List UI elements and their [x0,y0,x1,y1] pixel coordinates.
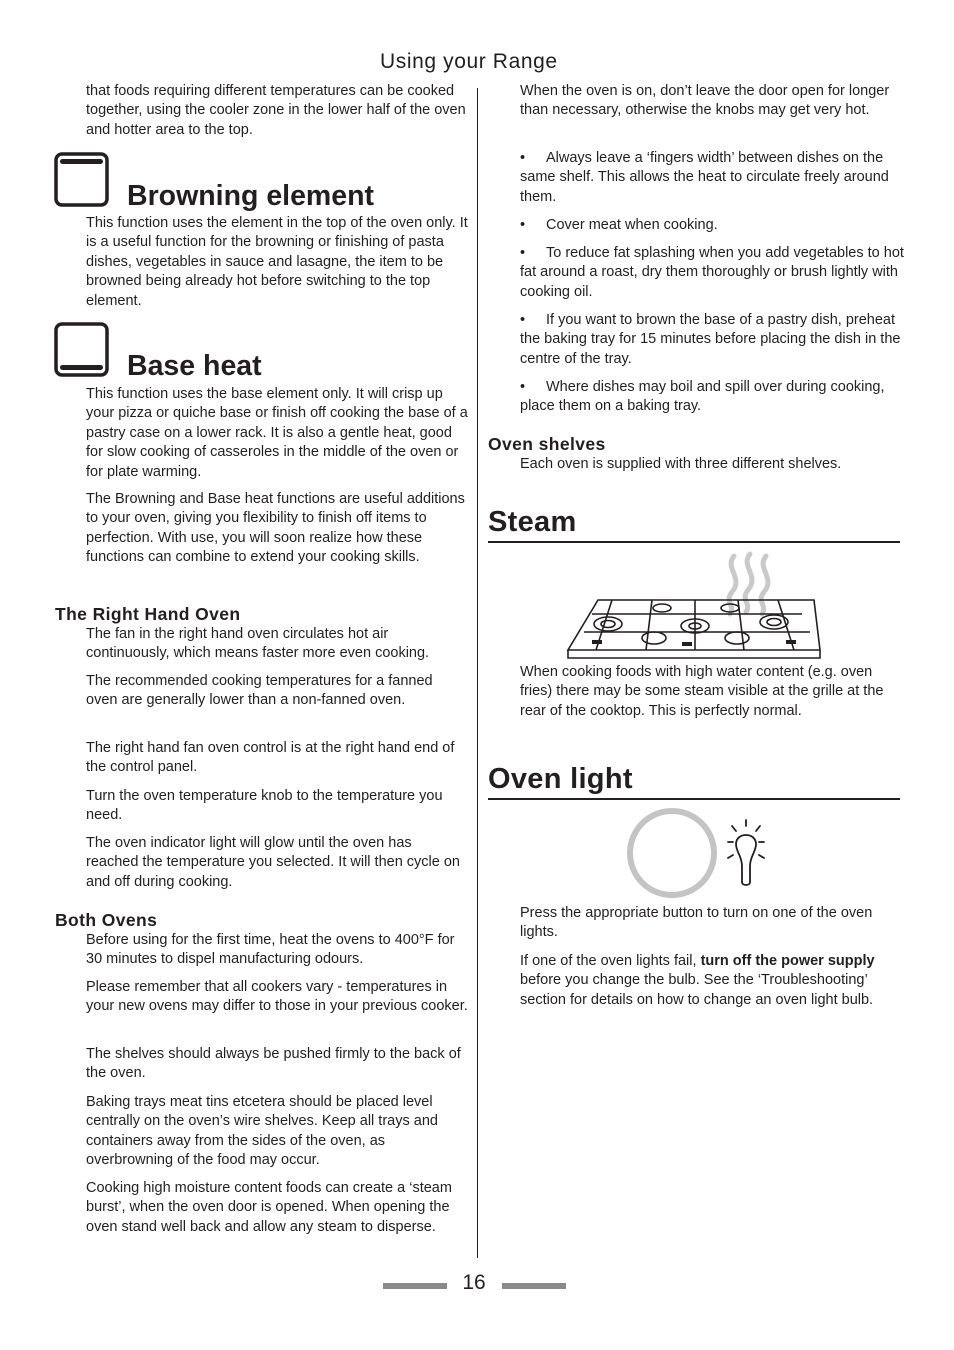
both-ovens-p2: Please remember that all cookers vary - temperatures in your new ovens may differ to those in your previous cooker. [86,979,468,1015]
bullet-marker: • [520,150,526,166]
both-ovens-title: Both Ovens [55,910,158,930]
right-hand-oven-title: The Right Hand Oven [55,604,241,624]
top-element-icon [54,152,110,208]
right-hand-oven-p5: The oven indicator light will glow until the oven has reached the temperature you selected. It will then cycle on and off during cooking. [86,835,460,890]
both-ovens-p4: Baking trays meat tins etcetera should be placed level centrally on the oven’s wire shelves. Keep all trays and containers away from the sides of the oven, as overbrowning of the food may occur. [86,1094,438,1169]
oven-light-p2: If one of the oven lights fail, turn off the power supply before you change the bulb. See the ‘Troubleshooting’ section for details on how to change an oven light bulb. [520,953,875,1008]
oven-shelves-title: Oven shelves [488,434,606,454]
right-hand-oven-p1: The fan in the right hand oven circulates hot air continuously, which means faster more even cooking. [86,626,430,662]
both-ovens-p3: The shelves should always be pushed firmly to the back of the oven. [86,1046,461,1082]
tip-bullet-3: • To reduce fat splashing when you add vegetables to hot fat around a roast, dry them thoroughly or brush lightly with cooking oil. [520,245,904,300]
column-divider [477,88,478,1258]
tip-bullet-1: • Always leave a ‘fingers width’ between dishes on the same shelf. This allows the heat to circulate freely around them. [520,150,889,205]
base-element-icon [54,322,110,378]
base-heat-text-1: This function uses the base element only. It will crisp up your pizza or quiche base or finish off cooking the base of a pastry case on a lower rack. It is also a gentle heat, good for slow cooking of casseroles in the middle of the oven or for plate warming. [86,386,468,480]
cooktop-steam-icon [562,548,824,662]
right-hand-oven-p2: The recommended cooking temperatures for a fanned oven are generally lower than a non-fanned oven. [86,673,433,709]
both-ovens-p5: Cooking high moisture content foods can create a ‘steam burst’, when the oven door is opened. When opening the oven stand well back and allow any steam to disperse. [86,1180,452,1235]
both-ovens-p1: Before using for the first time, heat the ovens to 400°F for 30 minutes to dispel manufacturing odours. [86,932,455,968]
tip-bullet-4: • If you want to brown the base of a pastry dish, preheat the baking tray for 15 minutes before placing the dish in the centre of the tray. [520,312,901,367]
tip-bullet-5: • Where dishes may boil and spill over during cooking, place them on a baking tray. [520,379,885,415]
page-number: 16 [462,1271,486,1294]
steam-title: Steam [488,506,577,538]
right-hand-oven-p3: The right hand fan oven control is at the right hand end of the control panel. [86,740,455,776]
bullet-marker: • [520,217,526,233]
footer-bar-left [383,1283,447,1289]
right-intro-paragraph: When the oven is on, don’t leave the door open for longer than necessary, otherwise the knobs may get very hot. [520,83,890,119]
power-warning: turn off the power supply [700,953,875,969]
page-header: Using your Range [380,50,558,73]
tip-bullet-2: • Cover meat when cooking. [520,216,905,235]
intro-paragraph: that foods requiring different temperatures can be cooked together, using the cooler zone in the lower half of the oven and hotter area to the top. [86,83,466,138]
bullet-marker: • [520,379,526,395]
browning-element-title: Browning element [127,180,375,212]
oven-shelves-text: Each oven is supplied with three different shelves. [520,456,842,472]
bullet-marker: • [520,312,526,328]
oven-light-rule [488,798,900,800]
browning-element-text: This function uses the element in the top of the oven only. It is a useful function for the browning or finishing of pasta dishes, vegetables in sauce and lasagne, the item to be browned being already hot before switching to the top element. [86,215,468,309]
base-heat-text-2: The Browning and Base heat functions are useful additions to your oven, giving you flexibility to finish off items to perfection. With use, you will soon realize how these functions can combine to extend your cooking skills. [86,491,465,566]
oven-light-p1: Press the appropriate button to turn on one of the oven lights. [520,905,873,941]
light-button-icon [624,806,766,902]
oven-light-title: Oven light [488,763,633,795]
base-heat-title: Base heat [127,350,262,382]
bullet-marker: • [520,245,526,261]
steam-text: When cooking foods with high water content (e.g. oven fries) there may be some steam visible at the grille at the rear of the cooktop. This is perfectly normal. [520,664,884,719]
steam-rule [488,541,900,543]
footer-bar-right [502,1283,566,1289]
right-hand-oven-p4: Turn the oven temperature knob to the temperature you need. [86,788,443,824]
